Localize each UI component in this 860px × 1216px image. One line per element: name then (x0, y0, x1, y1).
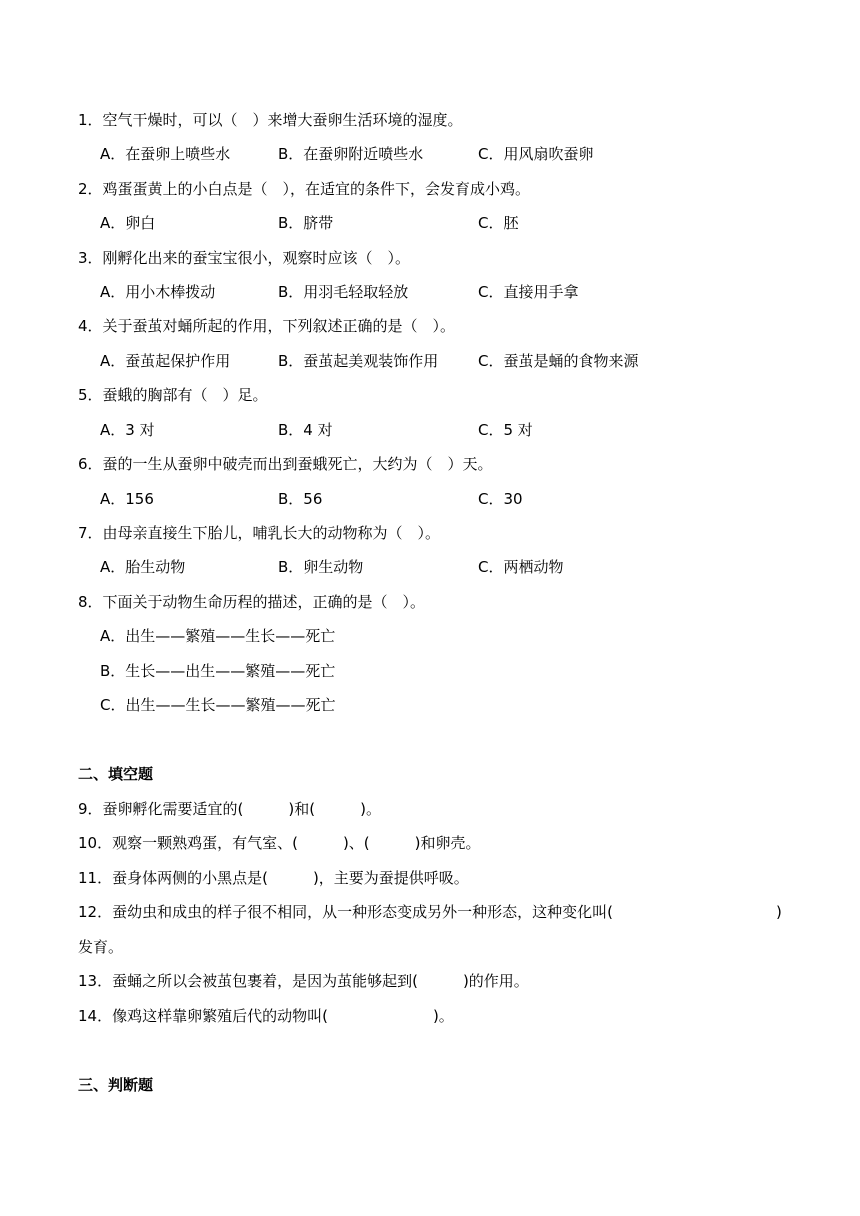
question-4: 4．关于蚕茧对蛹所起的作用，下列叙述正确的是（ ）。 (78, 317, 456, 335)
question-10: 10．观察一颗熟鸡蛋，有气室、( )、( )和卵壳。 (78, 834, 481, 852)
q1-option-c: C．用风扇吹蚕卵 (478, 145, 594, 163)
question-9: 9．蚕卵孵化需要适宜的( )和( )。 (78, 800, 381, 818)
question-7: 7．由母亲直接生下胎儿，哺乳长大的动物称为（ ）。 (78, 524, 441, 542)
q4-option-c: C．蚕茧是蛹的食物来源 (478, 352, 639, 370)
q6-option-c: C．30 (478, 490, 523, 508)
q5-option-b: B．4 对 (278, 421, 333, 439)
q2-option-c: C．胚 (478, 214, 519, 232)
q4-option-b: B．蚕茧起美观装饰作用 (278, 352, 439, 370)
q3-option-a: A．用小木棒拨动 (100, 283, 216, 301)
q8-option-a: A．出生——繁殖——生长——死亡 (100, 627, 336, 645)
q3-option-b: B．用羽毛轻取轻放 (278, 283, 409, 301)
question-1: 1．空气干燥时，可以（ ）来增大蚕卵生活环境的湿度。 (78, 111, 463, 129)
question-11: 11．蚕身体两侧的小黑点是( )，主要为蚕提供呼吸。 (78, 869, 469, 887)
question-12-continued: 发育。 (78, 938, 124, 956)
q5-option-a: A．3 对 (100, 421, 155, 439)
question-2: 2．鸡蛋蛋黄上的小白点是（ ），在适宜的条件下，会发育成小鸡。 (78, 180, 531, 198)
q1-option-a: A．在蚕卵上喷些水 (100, 145, 231, 163)
q2-option-a: A．卵白 (100, 214, 156, 232)
q7-option-a: A．胎生动物 (100, 558, 186, 576)
section-3-title: 三、判断题 (78, 1076, 154, 1094)
q1-option-b: B．在蚕卵附近喷些水 (278, 145, 424, 163)
question-12: 12．蚕幼虫和成虫的样子很不相同，从一种形态变成另外一种形态，这种变化叫( (78, 903, 613, 921)
question-3: 3．刚孵化出来的蚕宝宝很小，观察时应该（ ）。 (78, 249, 411, 267)
question-14: 14．像鸡这样靠卵繁殖后代的动物叫( )。 (78, 1007, 454, 1025)
q3-option-c: C．直接用手拿 (478, 283, 579, 301)
q8-option-b: B．生长——出生——繁殖——死亡 (100, 662, 336, 680)
q5-option-c: C．5 对 (478, 421, 533, 439)
q4-option-a: A．蚕茧起保护作用 (100, 352, 231, 370)
section-2-title: 二、填空题 (78, 765, 154, 783)
q8-option-c: C．出生——生长——繁殖——死亡 (100, 696, 336, 714)
question-6: 6．蚕的一生从蚕卵中破壳而出到蚕蛾死亡，大约为（ ）天。 (78, 455, 493, 473)
q6-option-a: A．156 (100, 490, 154, 508)
q7-option-b: B．卵生动物 (278, 558, 364, 576)
question-13: 13．蚕蛹之所以会被茧包裹着，是因为茧能够起到( )的作用。 (78, 972, 529, 990)
question-12-blank-close: ) (776, 903, 782, 921)
q6-option-b: B．56 (278, 490, 323, 508)
q7-option-c: C．两栖动物 (478, 558, 564, 576)
q2-option-b: B．脐带 (278, 214, 334, 232)
question-5: 5．蚕蛾的胸部有（ ）足。 (78, 386, 268, 404)
question-8: 8．下面关于动物生命历程的描述，正确的是（ ）。 (78, 593, 426, 611)
